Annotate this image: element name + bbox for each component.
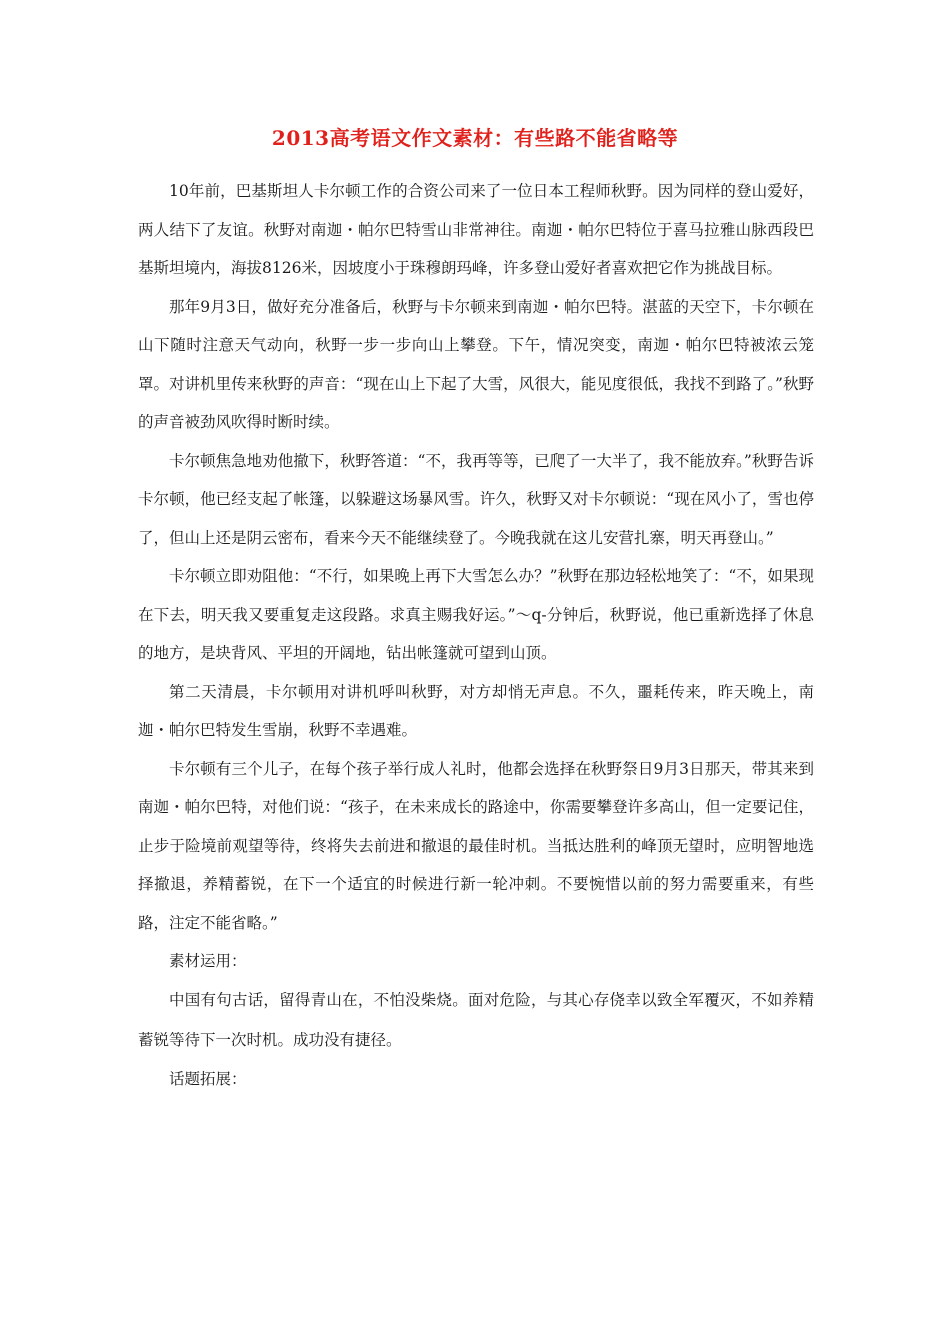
paragraph-3: 卡尔顿焦急地劝他撤下，秋野答道：“不，我再等等，已爬了一大半了，我不能放弃。”秋野告诉卡尔顿，他已经支起了帐篷，以躲避这场暴风雪。许久，秋野又对卡尔顿说：“现在风小了，雪也停了，但山上还是阴云密布，看来今天不能继续登了。今晚我就在这儿安营扎寨，明天再登山。”	[138, 451, 814, 547]
paragraph-2: 那年9月3日，做好充分准备后，秋野与卡尔顿来到南迦・帕尔巴特。湛蓝的天空下，卡尔顿在山下随时注意天气动向，秋野一步一步向山上攀登。下午，情况突变，南迦・帕尔巴特被浓云笼罩。对讲机里传来秋野的声音：“现在山上下起了大雪，风很大，能见度很低，我找不到路了。”秋野的声音被劲风吹得时断时续。	[138, 297, 814, 431]
paragraph-5: 第二天清晨，卡尔顿用对讲机呼叫秋野，对方却悄无声息。不久，噩耗传来，昨天晚上，南迦・帕尔巴特发生雪崩，秋野不幸遇难。	[138, 682, 814, 739]
paragraph-6: 卡尔顿有三个儿子，在每个孩子举行成人礼时，他都会选择在秋野祭日9月3日那天，带其来到南迦・帕尔巴特，对他们说：“孩子，在未来成长的路途中，你需要攀登许多高山，但一定要记住，止步于险境前观望等待，终将失去前进和撤退的最佳时机。当抵达胜利的峰顶无望时，应明智地选择撤退，养精蓄锐，在下一个适宜的时候进行新一轮冲刺。不要惋惜以前的努力需要重来，有些路，注定不能省略。”	[138, 759, 814, 932]
document-body	[138, 172, 814, 1098]
material-label: 素材运用：	[169, 952, 247, 970]
topic-label: 话题拓展：	[169, 1070, 247, 1088]
material-text: 中国有句古话，留得青山在，不怕没柴烧。面对危险，与其心存侥幸以致全军覆灭，不如养精蓄锐等待下一次时机。成功没有捷径。	[138, 991, 814, 1049]
paragraph-4: 卡尔顿立即劝阻他：“不行，如果晚上再下大雪怎么办？”秋野在那边轻松地笑了：“不，如果现在下去，明天我又要重复走这段路。求真主赐我好运。”～q-分钟后，秋野说，他已重新选择了休息的地方，是块背风、平坦的开阔地，钻出帐篷就可望到山顶。	[138, 567, 814, 662]
document-title: 2013高考语文作文素材：有些路不能省略等	[271, 126, 679, 150]
paragraph-1: 10年前，巴基斯坦人卡尔顿工作的合资公司来了一位日本工程师秋野。因为同样的登山爱好，两人结下了友谊。秋野对南迦・帕尔巴特雪山非常神往。南迦・帕尔巴特位于喜马拉雅山脉西段巴基斯坦境内，海拔8126米，因坡度小于珠穆朗玛峰，许多登山爱好者喜欢把它作为挑战目标。	[138, 182, 814, 277]
